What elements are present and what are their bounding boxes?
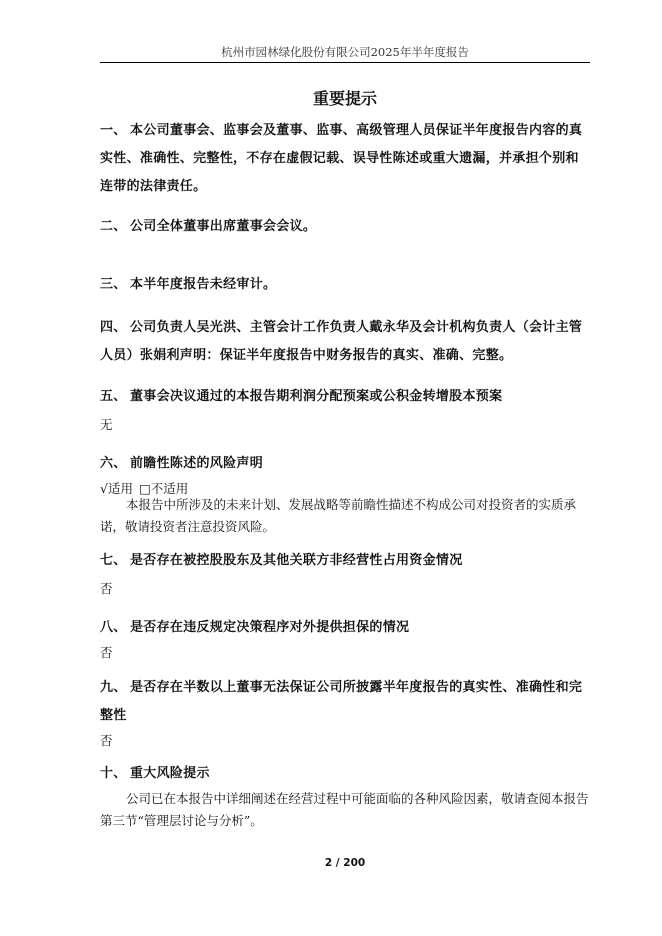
item-2 [100, 213, 590, 241]
item-6 [100, 450, 590, 478]
item-9 [100, 674, 590, 730]
item-4 [100, 314, 590, 370]
item-10-text: 重大风险提示 [130, 766, 210, 781]
page-number: 2 / 200 [324, 857, 366, 869]
item-7-text: 是否存在被控股股东及其他关联方非经营性占用资金情况 [130, 553, 463, 568]
item-5-text: 董事会决议通过的本报告期利润分配预案或公积金转增股本预案 [130, 389, 503, 404]
item-6-body: 本报告中所涉及的未来计划、发展战略等前瞻性描述不构成公司对投资者的实质承诺，敬请投资者注意投资风险。 [100, 497, 577, 534]
item-9-text: 是否存在半数以上董事无法保证公司所披露半年度报告的真实性、准确性和完整性 [100, 680, 583, 723]
item-7 [100, 547, 590, 575]
item-5-answer: 无 [100, 417, 113, 432]
item-1-number: 一、 [100, 123, 127, 138]
item-10-number: 十、 [100, 766, 127, 781]
item-3 [100, 271, 590, 299]
item-2-text: 公司全体董事出席董事会会议。 [130, 219, 317, 234]
item-8-number: 八、 [100, 620, 127, 635]
item-4-number: 四、 [100, 320, 127, 335]
not-applicable-checkbox: □不适用 [138, 481, 189, 496]
item-4-text: 公司负责人吴光洪、主管会计工作负责人戴永华及会计机构负责人（会计主管人员）张娟利声明：保证半年度报告中财务报告的真实、准确、完整。 [100, 320, 583, 363]
item-6-text: 前瞻性陈述的风险声明 [130, 456, 264, 471]
applicable-checkbox: √适用 [100, 481, 133, 496]
item-1-text: 本公司董事会、监事会及董事、监事、高级管理人员保证半年度报告内容的真实性、准确性、完整性，不存在虚假记载、误导性陈述或重大遗漏，并承担个别和连带的法律责任。 [100, 123, 583, 194]
item-2-number: 二、 [100, 219, 127, 234]
item-3-number: 三、 [100, 277, 127, 292]
item-8 [100, 614, 590, 642]
header-rule [100, 62, 590, 63]
item-6-number: 六、 [100, 456, 127, 471]
page-title: 重要提示 [312, 89, 377, 108]
item-7-answer: 否 [100, 581, 113, 596]
item-5 [100, 383, 590, 411]
item-10 [100, 760, 590, 788]
item-8-answer: 否 [100, 645, 113, 660]
item-7-number: 七、 [100, 553, 127, 568]
item-5-number: 五、 [100, 389, 127, 404]
item-1 [100, 117, 590, 201]
item-8-text: 是否存在违反规定决策程序对外提供担保的情况 [130, 620, 410, 635]
item-10-body: 公司已在本报告中详细阐述在经营过程中可能面临的各种风险因素，敬请查阅本报告第三节“管理层讨论与分析”。 [100, 791, 589, 828]
running-header: 杭州市园林绿化股份有限公司2025年半年度报告 [221, 45, 469, 59]
item-9-number: 九、 [100, 680, 127, 695]
item-9-answer: 否 [100, 733, 113, 748]
item-3-text: 本半年度报告未经审计。 [130, 277, 277, 292]
